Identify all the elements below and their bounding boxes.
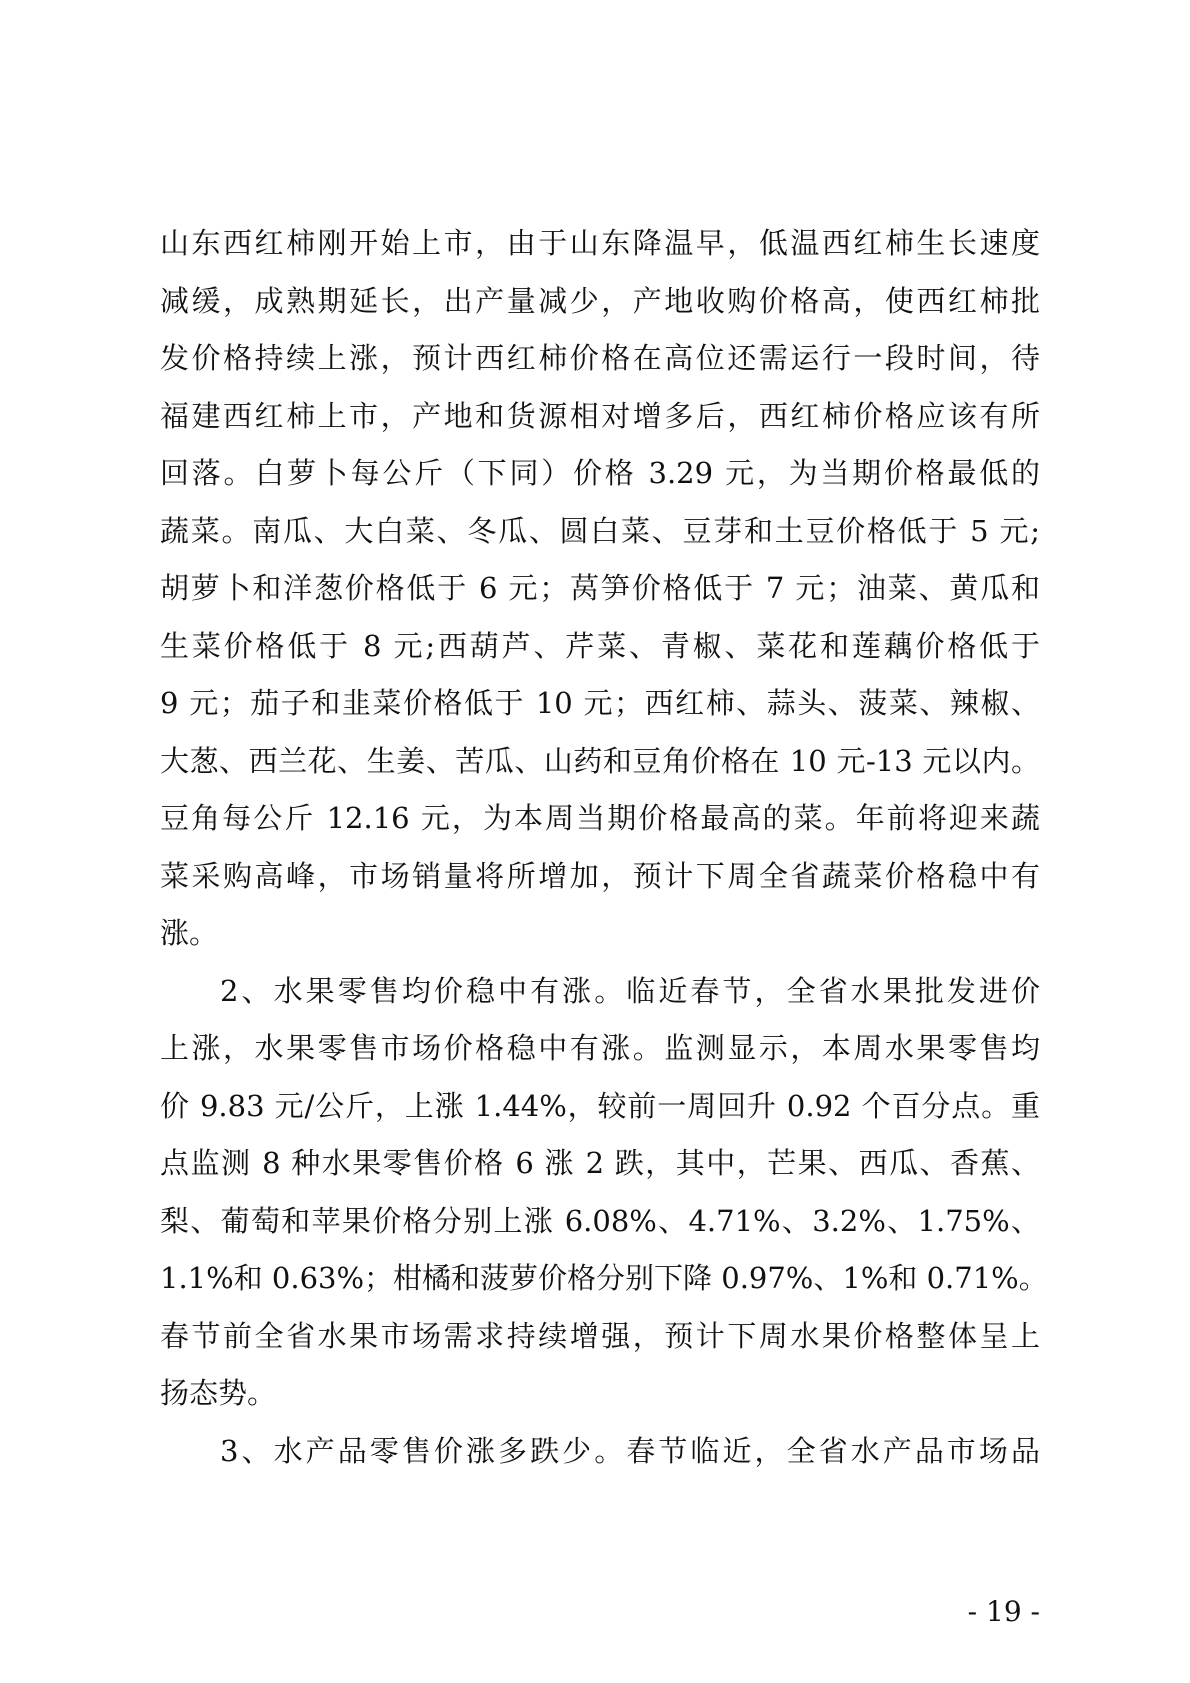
- text-line: 蔬菜。南瓜、大白菜、冬瓜、圆白菜、豆芽和土豆价格低于 5 元;: [160, 513, 1040, 548]
- text-line: 点监测 8 种水果零售价格 6 涨 2 跌，其中，芒果、西瓜、香蕉、: [160, 1146, 1040, 1180]
- text-line: 福建西红柿上市，产地和货源相对增多后，西红柿价格应该有所: [160, 398, 1040, 433]
- text-line: 梨、葡萄和苹果价格分别上涨 6.08%、4.71%、3.2%、1.75%、: [160, 1203, 1040, 1238]
- text-line: 生菜价格低于 8 元;西葫芦、芹菜、青椒、菜花和莲藕价格低于: [160, 628, 1040, 663]
- page-number: - 19 -: [967, 1595, 1040, 1628]
- text-line: 涨。: [160, 916, 219, 950]
- text-line: 价 9.83 元/公斤，上涨 1.44%，较前一周回升 0.92 个百分点。重: [160, 1088, 1040, 1123]
- section-heading-line: 2、水果零售均价稳中有涨。临近春节，全省水果批发进价: [220, 973, 1040, 1008]
- text-line: 扬态势。: [160, 1376, 277, 1410]
- text-line: 大葱、西兰花、生姜、苦瓜、山药和豆角价格在 10 元-13 元以内。: [160, 743, 1040, 778]
- text-line: 春节前全省水果市场需求持续增强，预计下周水果价格整体呈上: [160, 1318, 1040, 1353]
- text-line: 山东西红柿刚开始上市，由于山东降温早，低温西红柿生长速度: [160, 226, 1040, 260]
- text-line: 回落。白萝卜每公斤（下同）价格 3.29 元，为当期价格最低的: [160, 456, 1040, 490]
- text-line: 1.1%和 0.63%；柑橘和菠萝价格分别下降 0.97%、1%和 0.71%。: [160, 1261, 1048, 1295]
- text-line: 菜采购高峰，市场销量将所增加，预计下周全省蔬菜价格稳中有: [160, 858, 1040, 893]
- section-heading-line: 3、水产品零售价涨多跌少。春节临近，全省水产品市场品: [220, 1433, 1040, 1468]
- text-line: 9 元；茄子和韭菜价格低于 10 元；西红柿、蒜头、菠菜、辣椒、: [160, 686, 1040, 720]
- body-text: [160, 215, 1048, 1480]
- text-line: 发价格持续上涨，预计西红柿价格在高位还需运行一段时间，待: [160, 341, 1040, 375]
- text-line: 上涨，水果零售市场价格稳中有涨。监测显示，本周水果零售均: [160, 1031, 1040, 1065]
- text-line: 豆角每公斤 12.16 元，为本周当期价格最高的菜。年前将迎来蔬: [160, 801, 1040, 835]
- text-line: 胡萝卜和洋葱价格低于 6 元；莴笋价格低于 7 元；油菜、黄瓜和: [160, 571, 1040, 605]
- text-line: 减缓，成熟期延长，出产量减少，产地收购价格高，使西红柿批: [160, 283, 1040, 318]
